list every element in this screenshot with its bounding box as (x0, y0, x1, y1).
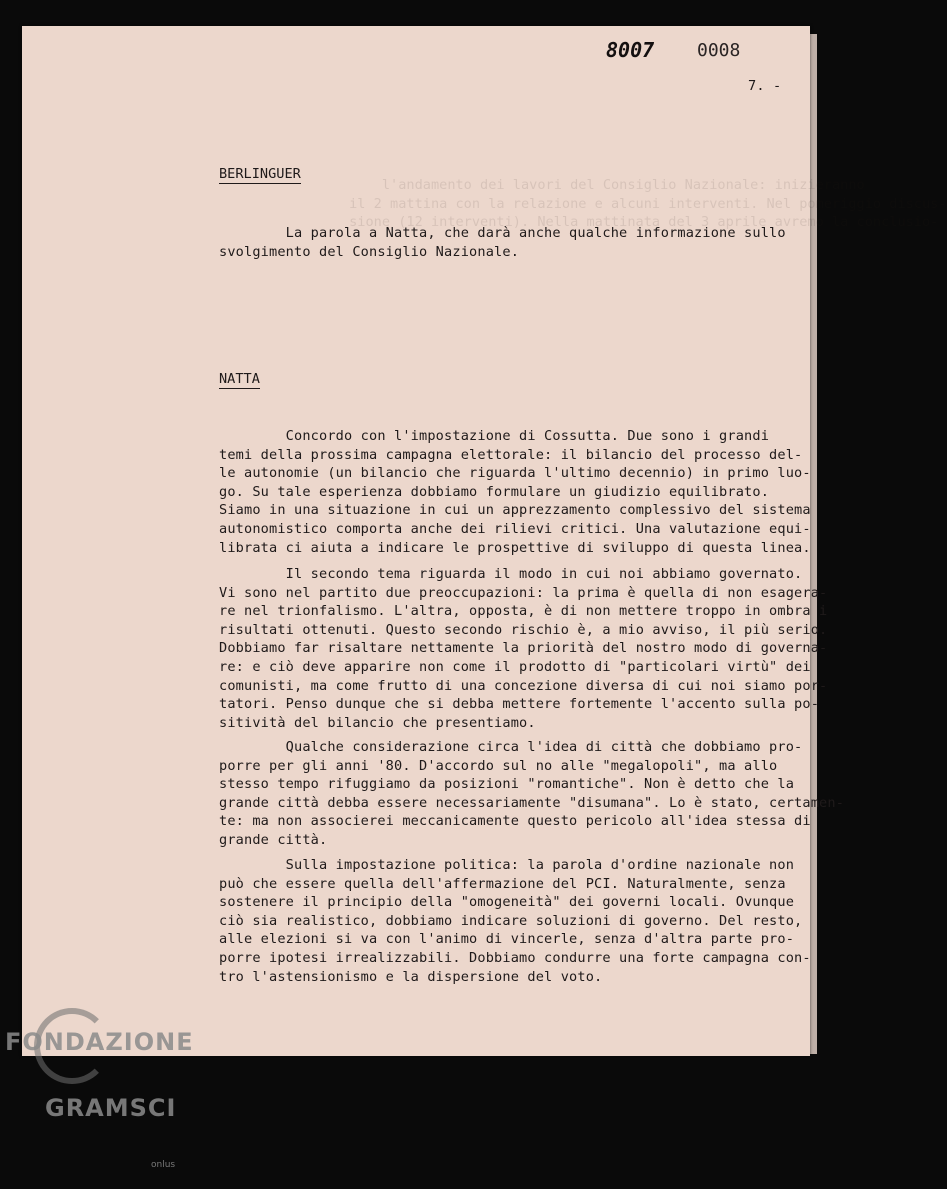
watermark-line-1: FONDAZIONE (5, 1028, 194, 1056)
page-number: 7. - (748, 78, 782, 94)
watermark-logo (5, 990, 194, 1189)
speaker-heading-natta: NATTA (219, 371, 260, 387)
archive-number-typed: 0008 (697, 40, 741, 61)
paragraph: Il secondo tema riguarda il modo in cui noi abbiamo governato. Vi sono nel partito due preoccupazioni: la prima è quella di non esagera- re nel trionfalismo. L'altra, opposta, è di non mettere troppo in ombra i risultati ottenuti. Questo secondo rischio è, a mio avviso, il più serio. Dobbiamo far risaltare nettamente la priorità del nostro modo di governa- re: e ciò deve apparire non come il prodotto di "particolari virtù" dei comunisti, ma come frutto di una concezione diversa di cui noi siamo por- tatori. Penso dunque che si debba mettere fortemente l'accento sulla po- sitività del bilancio che presentiamo. (219, 566, 828, 731)
speaker-heading-berlinguer: BERLINGUER (219, 166, 301, 182)
paragraph: Sulla impostazione politica: la parola d'ordine nazionale non può che essere quella dell'affermazione del PCI. Naturalmente, senza sostenere il principio della "omogeneità" dei governi locali. Ovunque ciò sia realistico, dobbiamo indicare soluzioni di governo. Del resto, alle elezioni si va con l'animo di vincerle, senza d'altra parte pro- porre ipotesi irrealizzabili. Dobbiamo condurre una forte campagna con- tro l'astensionismo e la dispersione del voto. (219, 857, 811, 985)
paragraph: La parola a Natta, che darà anche qualche informazione sullo svolgimento del Consiglio Nazionale. (219, 225, 786, 260)
paragraph: Qualche considerazione circa l'idea di città che dobbiamo pro- porre per gli anni '80. D'accordo sul no alle "megalopoli", ma allo stesso tempo rifuggiamo da posizioni "romantiche". Non è detto che la grande città debba essere necessariamente "disumana". Lo è stato, certamen- te: ma non associerei meccanicamente questo pericolo all'idea stessa di grande città. (219, 739, 845, 848)
watermark-line-3: onlus (151, 1160, 176, 1170)
paragraph: Concordo con l'impostazione di Cossutta. Due sono i grandi temi della prossima campagna elettorale: il bilancio del processo del- le autonomie (un bilancio che riguarda l'ultimo decennio) in primo luo- go. Su tale esperienza dobbiamo formulare un giudizio equilibrato. Siamo in una situazione in cui un apprezzamento complessivo del sistema autonomistico comporta anche dei rilievi critici. Una valutazione equi- librata ci aiuta a indicare le prospettive di sviluppo di questa linea. (219, 428, 811, 556)
archive-number-handwritten: 8007 (606, 38, 655, 62)
bleed-through-text: l'andamento dei lavori del Consiglio Nazionale: inizieranno il 2 mattina con la relazione e alcuni interventi. Nel pomeriggio discus- sione (12 interventi). Nella mattinata del 3 aprile avremo la conclusio- (349, 177, 947, 231)
watermark-line-2: GRAMSCI (45, 1094, 177, 1122)
